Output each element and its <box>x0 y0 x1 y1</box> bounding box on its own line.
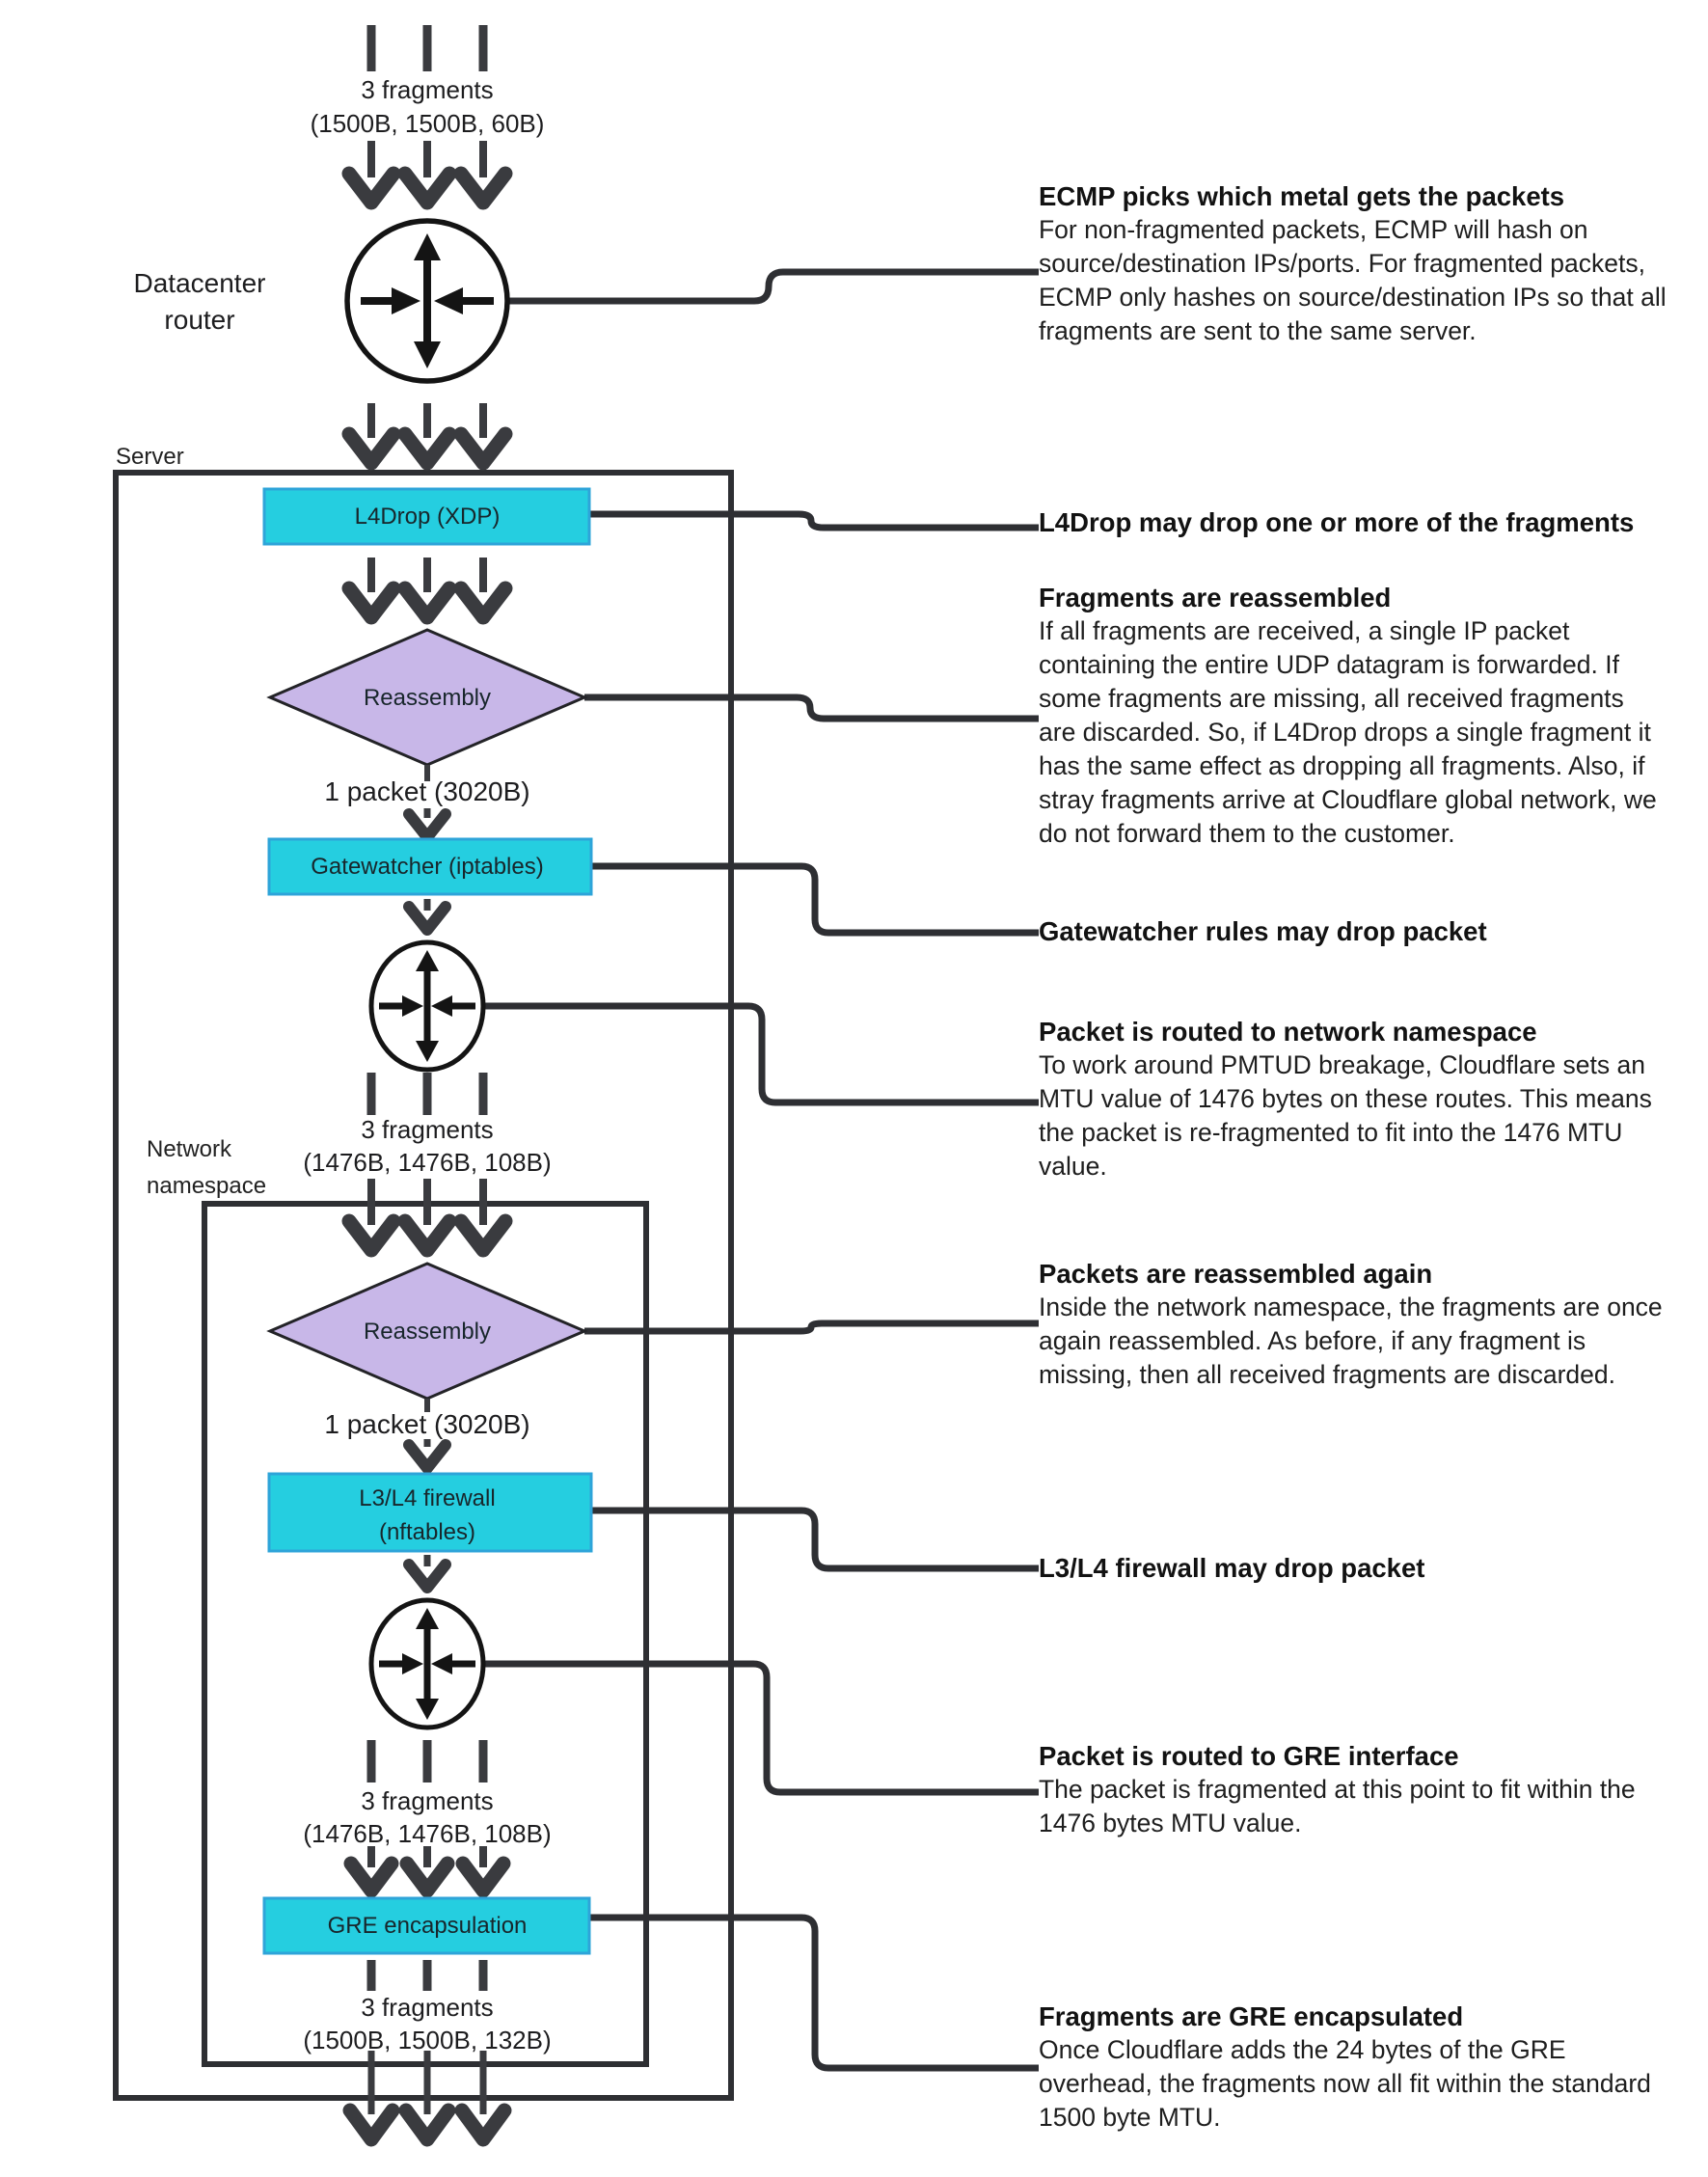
annotation-line: are discarded. So, if L4Drop drops a single fragment it <box>1039 718 1651 747</box>
flow-arrows-into-server <box>349 403 505 463</box>
annotation-line: some fragments are missing, all received fragments <box>1039 684 1624 713</box>
annotation-line: stray fragments arrive at Cloudflare global network, we <box>1039 785 1657 814</box>
arrow-packet1-to-gatewatcher <box>409 808 446 837</box>
annotation-line: again reassembled. As before, if any fragment is <box>1039 1326 1586 1355</box>
annotation-heading: Packet is routed to network namespace <box>1039 1017 1537 1047</box>
annotation-line: source/destination IPs/ports. For fragmented packets, <box>1039 249 1645 278</box>
annotation-line: Inside the network namespace, the fragments are once <box>1039 1293 1663 1321</box>
annotation-heading: ECMP picks which metal gets the packets <box>1039 181 1565 211</box>
packet-1-label: 1 packet (3020B) <box>324 776 530 806</box>
flow-arrows-into-netns <box>349 1179 505 1250</box>
annotation-heading: L3/L4 firewall may drop packet <box>1039 1553 1425 1583</box>
network-namespace-label-line2: namespace <box>147 1173 267 1199</box>
datacenter-router-icon <box>347 221 507 381</box>
flow-arrows-into-router <box>349 141 505 203</box>
annotation-gre-encapsulated <box>1039 2000 1704 2135</box>
fragments-mid1-count-label: 3 fragments <box>361 1115 494 1144</box>
annotation-reassembled-again <box>1039 1257 1704 1392</box>
l3l4-label-line1: L3/L4 firewall <box>359 1485 496 1511</box>
gatewatcher-label: Gatewatcher (iptables) <box>311 854 544 880</box>
annotation-heading: Packets are reassembled again <box>1039 1259 1433 1289</box>
annotation-line: value. <box>1039 1152 1107 1181</box>
connector-reassembly-2 <box>584 1323 1039 1331</box>
annotation-line: For non-fragmented packets, ECMP will hash on <box>1039 215 1588 244</box>
fragment-ticks-mid1 <box>371 1073 483 1115</box>
server-label: Server <box>116 444 184 470</box>
reassembly-2-label: Reassembly <box>363 1319 492 1345</box>
gre-encapsulation-label: GRE encapsulation <box>327 1913 528 1939</box>
annotation-line: The packet is fragmented at this point to fit within the <box>1039 1775 1636 1804</box>
datacenter-router-label-line2: router <box>164 305 235 335</box>
annotation-l3l4 <box>1039 1551 1704 1585</box>
connector-route-netns <box>483 1006 1039 1102</box>
annotation-route-gre <box>1039 1739 1704 1840</box>
annotation-ecmp <box>1039 179 1704 348</box>
flow-arrows-into-gre <box>351 1846 503 1891</box>
fragments-top-count-label: 3 fragments <box>361 75 494 104</box>
arrow-gatewatcher-to-router2 <box>409 899 446 930</box>
annotation-route-netns <box>1039 1015 1704 1184</box>
annotation-line: overhead, the fragments now all fit within the standard <box>1039 2069 1651 2098</box>
annotation-line: If all fragments are received, a single IP packet <box>1039 616 1570 645</box>
annotation-line: missing, then all received fragments are discarded. <box>1039 1360 1616 1389</box>
arrow-packet2-to-l3l4 <box>409 1439 446 1468</box>
annotation-reassembled <box>1039 581 1704 851</box>
flow-arrows-exit <box>350 2051 504 2139</box>
annotation-l4drop <box>1039 505 1704 539</box>
fragment-ticks-bottom <box>371 1960 483 1991</box>
annotation-line: has the same effect as dropping all fragments. Also, if <box>1039 751 1645 780</box>
network-namespace-label-line1: Network <box>147 1136 232 1162</box>
fragments-top-sizes-label: (1500B, 1500B, 60B) <box>310 109 545 138</box>
annotation-heading: L4Drop may drop one or more of the fragments <box>1039 507 1635 537</box>
packet-2-label: 1 packet (3020B) <box>324 1409 530 1439</box>
fragment-ticks-mid2 <box>371 1740 483 1782</box>
fragments-mid1-sizes-label: (1476B, 1476B, 108B) <box>303 1148 552 1177</box>
annotation-line: fragments are sent to the same server. <box>1039 316 1477 345</box>
annotation-line: containing the entire UDP datagram is forwarded. If <box>1039 650 1619 679</box>
fragment-ticks-top <box>371 25 483 71</box>
annotation-line: 1500 byte MTU. <box>1039 2103 1221 2132</box>
annotation-heading: Fragments are reassembled <box>1039 583 1392 612</box>
annotation-line: do not forward them to the customer. <box>1039 819 1455 848</box>
fragments-mid2-count-label: 3 fragments <box>361 1786 494 1815</box>
connector-gre-encap <box>589 1918 1039 2068</box>
annotation-heading: Gatewatcher rules may drop packet <box>1039 916 1487 946</box>
connector-gatewatcher <box>591 866 1039 933</box>
connector-route-gre <box>483 1664 1039 1792</box>
annotation-heading: Fragments are GRE encapsulated <box>1039 2001 1464 2031</box>
fragments-mid2-sizes-label: (1476B, 1476B, 108B) <box>303 1819 552 1848</box>
fragments-bottom-count-label: 3 fragments <box>361 1993 494 2022</box>
connector-ecmp <box>509 272 1039 301</box>
connector-l3l4 <box>591 1510 1039 1568</box>
annotation-gatewatcher <box>1039 914 1704 948</box>
reassembly-1-label: Reassembly <box>363 685 492 711</box>
flow-arrows-into-reassembly1 <box>349 558 505 617</box>
connector-l4drop <box>589 514 1039 528</box>
gre-router-icon <box>371 1600 483 1728</box>
annotation-line: ECMP only hashes on source/destination IPs so that all <box>1039 283 1667 312</box>
annotation-heading: Packet is routed to GRE interface <box>1039 1741 1459 1771</box>
arrow-l3l4-to-router3 <box>409 1555 446 1588</box>
annotation-line: To work around PMTUD breakage, Cloudflare sets an <box>1039 1050 1645 1079</box>
connector-reassembly-1 <box>584 697 1039 719</box>
fragments-bottom-sizes-label: (1500B, 1500B, 132B) <box>303 2026 552 2055</box>
netns-router-icon <box>371 942 483 1070</box>
l4drop-label: L4Drop (XDP) <box>354 503 501 530</box>
annotation-line: Once Cloudflare adds the 24 bytes of the GRE <box>1039 2035 1566 2064</box>
datacenter-router-label-line1: Datacenter <box>133 268 266 298</box>
l3l4-label-line2: (nftables) <box>378 1519 476 1545</box>
annotation-line: the packet is re-fragmented to fit into the 1476 MTU <box>1039 1118 1623 1147</box>
annotation-line: MTU value of 1476 bytes on these routes. This means <box>1039 1084 1652 1113</box>
annotation-line: 1476 bytes MTU value. <box>1039 1809 1302 1837</box>
